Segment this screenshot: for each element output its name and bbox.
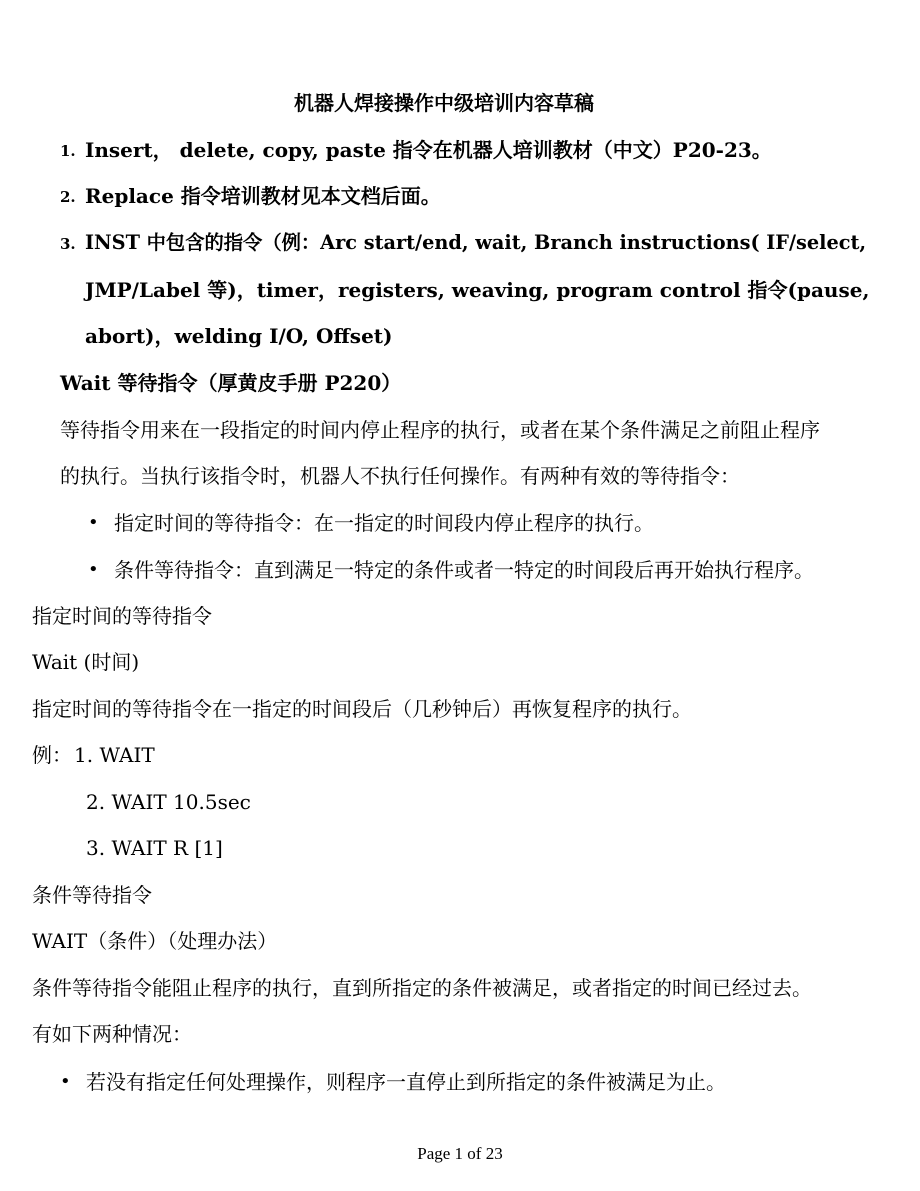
list-item-3-line-3: abort)，welding I/O, Offset) (85, 324, 393, 348)
example-2: 2. WAIT 10.5sec (86, 790, 251, 814)
intro-line-2: 的执行。当执行该指令时，机器人不执行任何操作。有两种有效的等待指令： (60, 464, 740, 488)
list-item-3-line-1: INST 中包含的指令（例：Arc start/end, wait, Branch instructions( IF/select, (85, 231, 867, 254)
timed-desc: 指定时间的等待指令在一指定的时间段后（几秒钟后）再恢复程序的执行。 (32, 697, 692, 721)
wait-heading: Wait 等待指令（厚黄皮手册 P220） (60, 371, 402, 395)
cases-intro: 有如下两种情况： (32, 1022, 192, 1046)
list-item-1: Insert， delete, copy, paste 指令在机器人培训教材（中文）P20-23。 (85, 138, 772, 162)
intro-bullet-2: 条件等待指令：直到满足一特定的条件或者一特定的时间段后再开始执行程序。 (114, 558, 814, 582)
timed-syntax: Wait (时间) (32, 650, 140, 674)
example-1: 1. WAIT (74, 743, 155, 767)
example-3: 3. WAIT R [1] (86, 836, 223, 860)
list-item-3-line-2: JMP/Label 等)，timer，registers, weaving, program control 指令(pause, (85, 278, 870, 302)
example-label: 例： (32, 743, 72, 767)
list-number: 1. (60, 142, 76, 160)
page-footer: Page 1 of 23 (417, 1144, 503, 1163)
bullet-icon: • (88, 559, 99, 580)
bullet-icon: • (60, 1071, 71, 1092)
list-number: 2. (60, 188, 76, 206)
list-item-2: Replace 指令培训教材见本文档后面。 (85, 184, 441, 208)
conditional-syntax: WAIT（条件）（处理办法） (32, 929, 278, 953)
timed-heading: 指定时间的等待指令 (32, 604, 212, 628)
bullet-icon: • (88, 512, 99, 533)
intro-bullet-1: 指定时间的等待指令：在一指定的时间段内停止程序的执行。 (114, 511, 654, 535)
document-title: 机器人焊接操作中级培训内容草稿 (294, 91, 594, 115)
conditional-desc: 条件等待指令能阻止程序的执行，直到所指定的条件被满足，或者指定的时间已经过去。 (32, 976, 812, 1000)
list-number: 3. (60, 235, 76, 253)
conditional-bullet-1: 若没有指定任何处理操作，则程序一直停止到所指定的条件被满足为止。 (86, 1070, 726, 1094)
conditional-heading: 条件等待指令 (32, 883, 152, 907)
intro-line-1: 等待指令用来在一段指定的时间内停止程序的执行，或者在某个条件满足之前阻止程序 (60, 418, 820, 442)
